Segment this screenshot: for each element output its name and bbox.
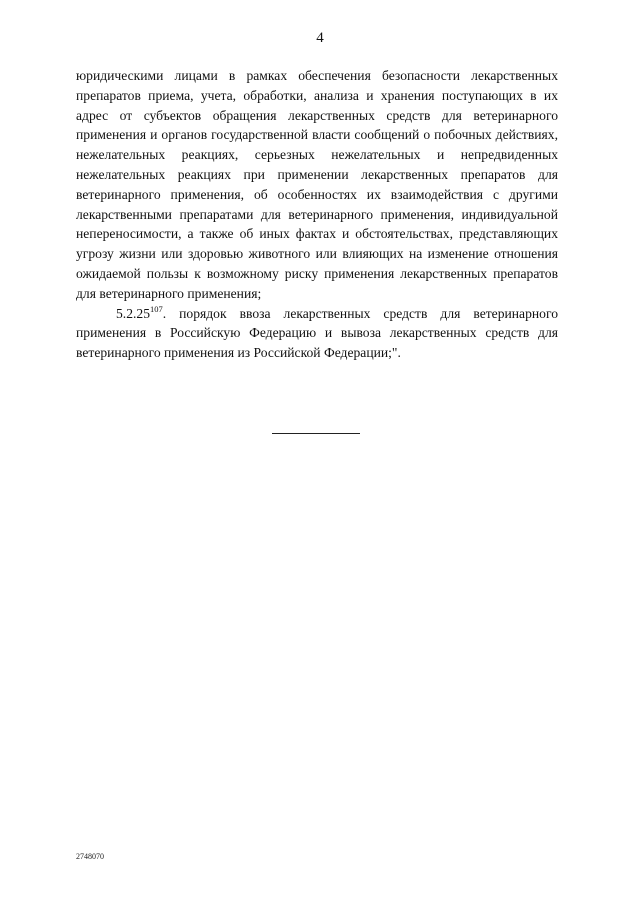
separator-line	[272, 433, 360, 434]
document-code: 2748070	[76, 852, 104, 861]
paragraph-continuation: юридическими лицами в рамках обеспечения безопасности лекарственных препаратов приема, учета, обработки, анализа и хранения поступающих в их адрес от субъектов обращения лекарственных средств для ветеринарного применения и органов государственной власти сообщений о побочных действиях, нежелательных реакциях, серьезных нежелательных и непредвиденных нежелательных реакциях при применении лекарственных препаратов для ветеринарного применения, об особенностях их взаимодействия с другими лекарственными препаратами для ветеринарного применения, индивидуальной непереносимости, а также об иных фактах и обстоятельствах, представляющих угрозу жизни или здоровью животного или влияющих на изменение отношения ожидаемой пользы к возможному риску применения лекарственных препаратов для ветеринарного применения;	[76, 68, 558, 301]
page-number: 4	[316, 30, 324, 46]
document-body	[76, 66, 558, 363]
clause-number: 5.2.25	[116, 305, 150, 321]
clause-text: . порядок ввоза лекарственных средств для ветеринарного применения в Российскую Федерацию и вывоза лекарственных средств для ветеринарного применения из Российской Федерации;".	[76, 305, 558, 361]
paragraph-clause	[76, 304, 558, 363]
clause-superscript: 107	[149, 303, 163, 314]
